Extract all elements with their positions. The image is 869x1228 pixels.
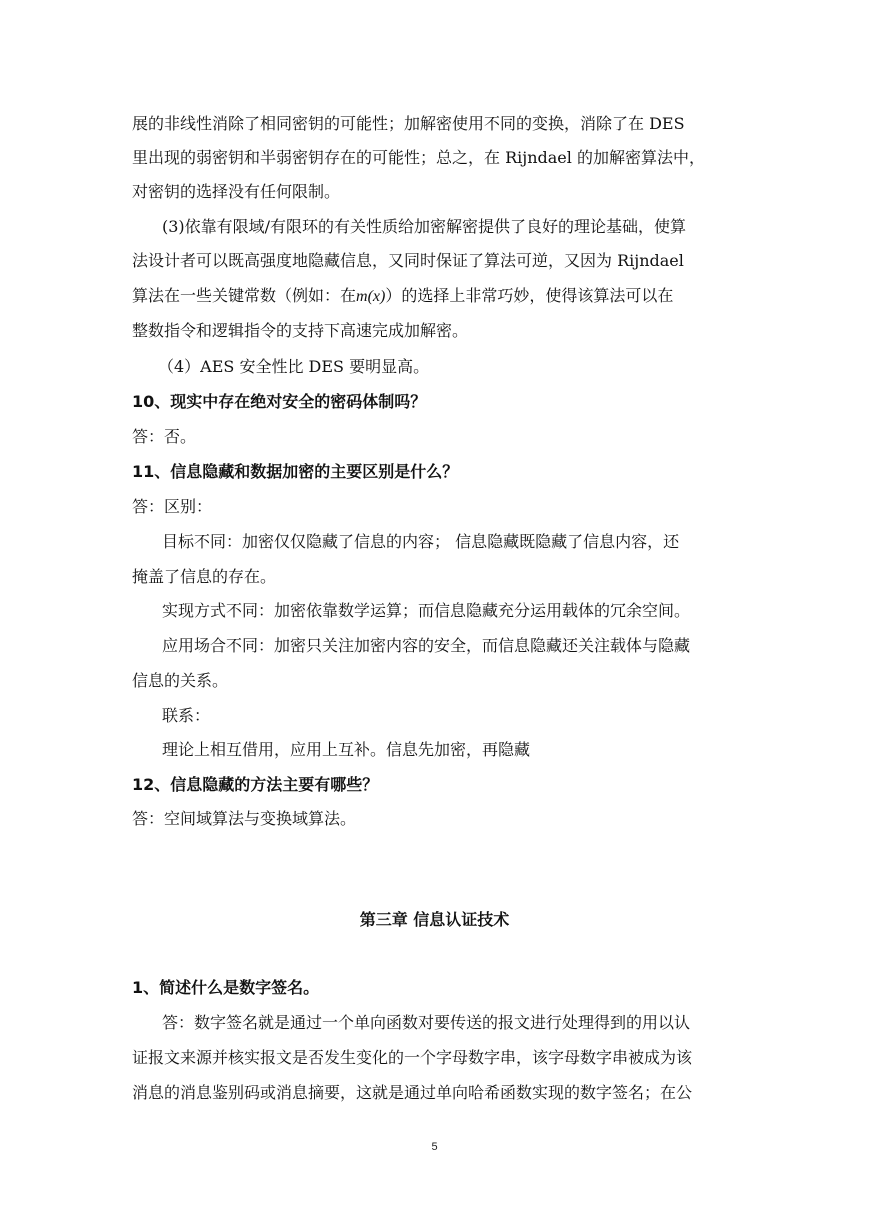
paragraph-line: 证报文来源并核实报文是否发生变化的一个字母数字串，该字母数字串被成为该 xyxy=(132,1048,693,1067)
paragraph-line: 整数指令和逻辑指令的支持下高速完成加解密。 xyxy=(132,321,469,340)
question-heading: 11、信息隐藏和数据加密的主要区别是什么？ xyxy=(132,462,459,481)
paragraph-line: （4）AES 安全性比 DES 要明显高。 xyxy=(158,357,430,376)
paragraph-line: (3)依靠有限域/有限环的有关性质给加密解密提供了良好的理论基础，使算 xyxy=(162,217,687,236)
paragraph-line: 对密钥的选择没有任何限制。 xyxy=(132,182,341,201)
text-segment: 算法在一些关键常数（例如：在 xyxy=(132,286,357,305)
chapter-title: 第三章 信息认证技术 xyxy=(359,910,510,929)
math-expression: m(x) xyxy=(356,288,386,305)
paragraph-line: 应用场合不同：加密只关注加密内容的安全，而信息隐藏还关注载体与隐藏 xyxy=(162,636,691,655)
paragraph-line xyxy=(132,286,673,307)
question-heading: 12、信息隐藏的方法主要有哪些？ xyxy=(132,775,379,794)
question-heading: 10、现实中存在绝对安全的密码体制吗？ xyxy=(132,392,427,411)
paragraph-line: 答：数字签名就是通过一个单向函数对要传送的报文进行处理得到的用以认 xyxy=(162,1013,691,1032)
paragraph-line: 联系： xyxy=(162,706,211,725)
page-number: 5 xyxy=(431,1141,438,1153)
paragraph-line: 消息的消息鉴别码或消息摘要，这就是通过单向哈希函数实现的数字签名；在公 xyxy=(132,1083,693,1102)
answer-text: 答：区别： xyxy=(132,497,213,516)
paragraph-line: 实现方式不同：加密依靠数学运算；而信息隐藏充分运用载体的冗余空间。 xyxy=(162,601,691,620)
answer-text: 答：空间域算法与变换域算法。 xyxy=(132,809,357,828)
text-segment: ）的选择上非常巧妙，使得该算法可以在 xyxy=(385,286,674,305)
question-heading: 1、简述什么是数字签名。 xyxy=(132,978,320,997)
paragraph-line: 目标不同：加密仅仅隐藏了信息的内容； 信息隐藏既隐藏了信息内容，还 xyxy=(162,532,680,551)
paragraph-line: 展的非线性消除了相同密钥的可能性；加解密使用不同的变换，消除了在 DES xyxy=(132,114,685,133)
paragraph-line: 掩盖了信息的存在。 xyxy=(132,567,277,586)
paragraph-line: 法设计者可以既高强度地隐藏信息，又同时保证了算法可逆，又因为 Rijndael xyxy=(132,251,684,270)
paragraph-line: 理论上相互借用，应用上互补。信息先加密，再隐藏 xyxy=(162,740,531,759)
paragraph-line: 信息的关系。 xyxy=(132,671,229,690)
paragraph-line: 里出现的弱密钥和半弱密钥存在的可能性；总之，在 Rijndael 的加解密算法中， xyxy=(132,148,705,167)
answer-text: 答：否。 xyxy=(132,427,197,446)
